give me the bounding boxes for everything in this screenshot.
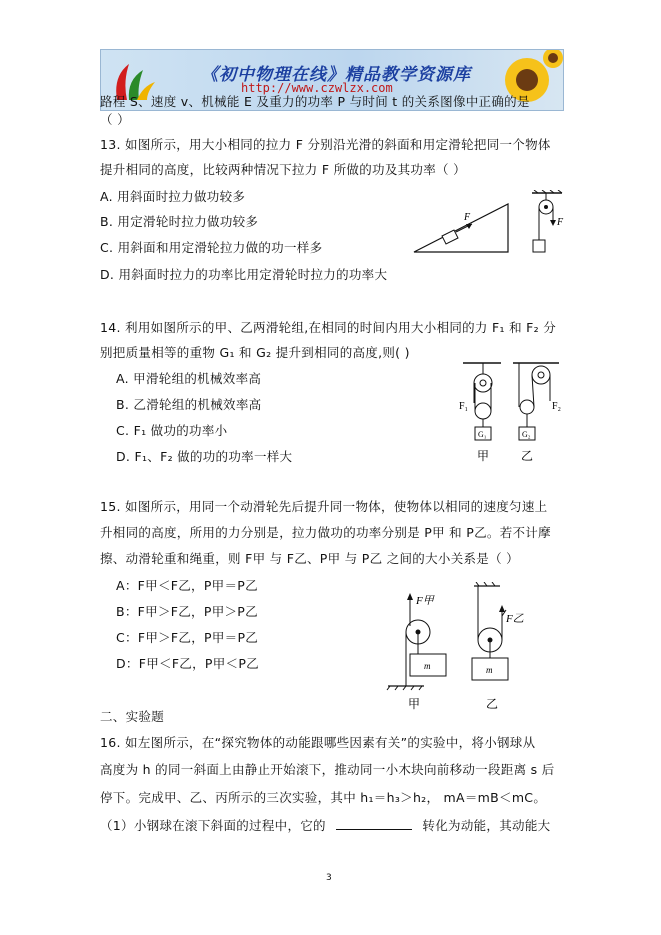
section-title: 二、实验题 [100, 709, 165, 724]
q15-stem-3: 擦、动滑轮重和绳重，则 F甲 与 F乙、P甲 与 P乙 之间的大小关系是（ ） [100, 551, 519, 566]
page-number: 3 [326, 873, 332, 883]
q16-stem-1: 16. 如左图所示，在“探究物体的动能跟哪些因素有关”的实验中，将小钢球从 [100, 735, 536, 750]
q14-option-a: A. 甲滑轮组的机械效率高 [116, 371, 262, 386]
incline-block [442, 230, 458, 244]
fig-m-jia: m [424, 661, 431, 671]
q15-option-d: D：F甲＜F乙，P甲＜P乙 [116, 656, 259, 671]
q12-paren: （ ） [100, 112, 130, 127]
q15-figure [378, 582, 538, 712]
fig-yi-label: 乙 [486, 697, 499, 711]
q13-option-b: B. 用定滑轮时拉力做功较多 [100, 214, 259, 229]
jia-fixed-pulley [474, 374, 492, 392]
q14-option-d: D. F₁、F₂ 做的功的功率一样大 [116, 449, 293, 464]
q16-sub-1 [100, 818, 550, 834]
fig-jia-label: 甲 [408, 697, 421, 711]
incline-force-label: F [464, 212, 471, 223]
q16-stem-3: 停下。完成甲、乙、丙所示的三次实验，其中 h₁＝h₃＞h₂， mA＝mB＜mC。 [100, 790, 547, 805]
yi-moving-pulley [520, 400, 534, 414]
fig-f2-label: F₂ [552, 401, 562, 412]
fig-fyi-label: F乙 [506, 613, 524, 625]
q16-sub-1-post: 转化为动能，其动能大 [422, 818, 551, 833]
fig-jia-label: 甲 [477, 449, 490, 463]
q14-option-c: C. F₁ 做功的功率小 [116, 423, 228, 438]
incline-shape [414, 204, 508, 252]
fig-fjia-label: F甲 [416, 595, 434, 607]
q13-figure [412, 190, 572, 260]
q15-stem-2: 升相同的高度，所用的力分别是，拉力做功的功率分别是 P甲 和 P乙。若不计摩 [100, 525, 551, 540]
fig-g1-label: G₁ [478, 430, 487, 439]
fig-yi-label: 乙 [521, 449, 534, 463]
q15-option-a: A：F甲＜F乙，P甲＝P乙 [116, 578, 258, 593]
q14-stem-1: 14. 利用如图所示的甲、乙两滑轮组,在相同的时间内用大小相同的力 F₁ 和 F₂ 分 [100, 320, 557, 335]
q15-option-b: B：F甲＞F乙，P甲＞P乙 [116, 604, 258, 619]
q13-stem-2: 提升相同的高度，比较两种情况下拉力 F 所做的功及其功率（ ） [100, 162, 466, 177]
jia-moving-pulley [475, 403, 491, 419]
banner-url[interactable]: http://www.czwlzx.com [241, 81, 393, 95]
q13-option-a: A. 用斜面时拉力做功较多 [100, 189, 246, 204]
pulley-force-label: F [557, 217, 564, 228]
answer-blank[interactable] [336, 818, 412, 830]
q15-option-c: C：F甲＞F乙，P甲＝P乙 [116, 630, 259, 645]
q13-option-c: C. 用斜面和用定滑轮拉力做的功一样多 [100, 240, 323, 255]
q13-option-d: D. 用斜面时拉力的功率比用定滑轮时拉力的功率大 [100, 267, 388, 282]
fig-m-yi: m [486, 665, 493, 675]
yi-fixed-pulley [532, 366, 550, 384]
banner-title: 《初中物理在线》精品教学资源库 [201, 65, 471, 85]
q16-sub-1-pre: （1）小钢球在滚下斜面的过程中，它的 [100, 818, 326, 833]
q16-stem-2: 高度为 h 的同一斜面上由静止开始滚下，推动同一小木块向前移动一段距离 s 后 [100, 762, 555, 777]
q15-stem-1: 15. 如图所示，用同一个动滑轮先后提升同一物体，使物体以相同的速度匀速上 [100, 499, 548, 514]
q12-tail: 路程 S、速度 v、机械能 E 及重力的功率 P 与时间 t 的关系图像中正确的是 [100, 94, 530, 109]
fig-g2-label: G₂ [522, 430, 531, 439]
q14-figure [455, 361, 570, 466]
q14-option-b: B. 乙滑轮组的机械效率高 [116, 397, 262, 412]
pulley-block [533, 240, 545, 252]
fig-f1-label: F₁ [459, 401, 469, 412]
q14-stem-2: 别把质量相等的重物 G₁ 和 G₂ 提升到相同的高度,则( ) [100, 345, 410, 360]
q13-stem-1: 13. 如图所示，用大小相同的拉力 F 分别沿光滑的斜面和用定滑轮把同一个物体 [100, 137, 551, 152]
